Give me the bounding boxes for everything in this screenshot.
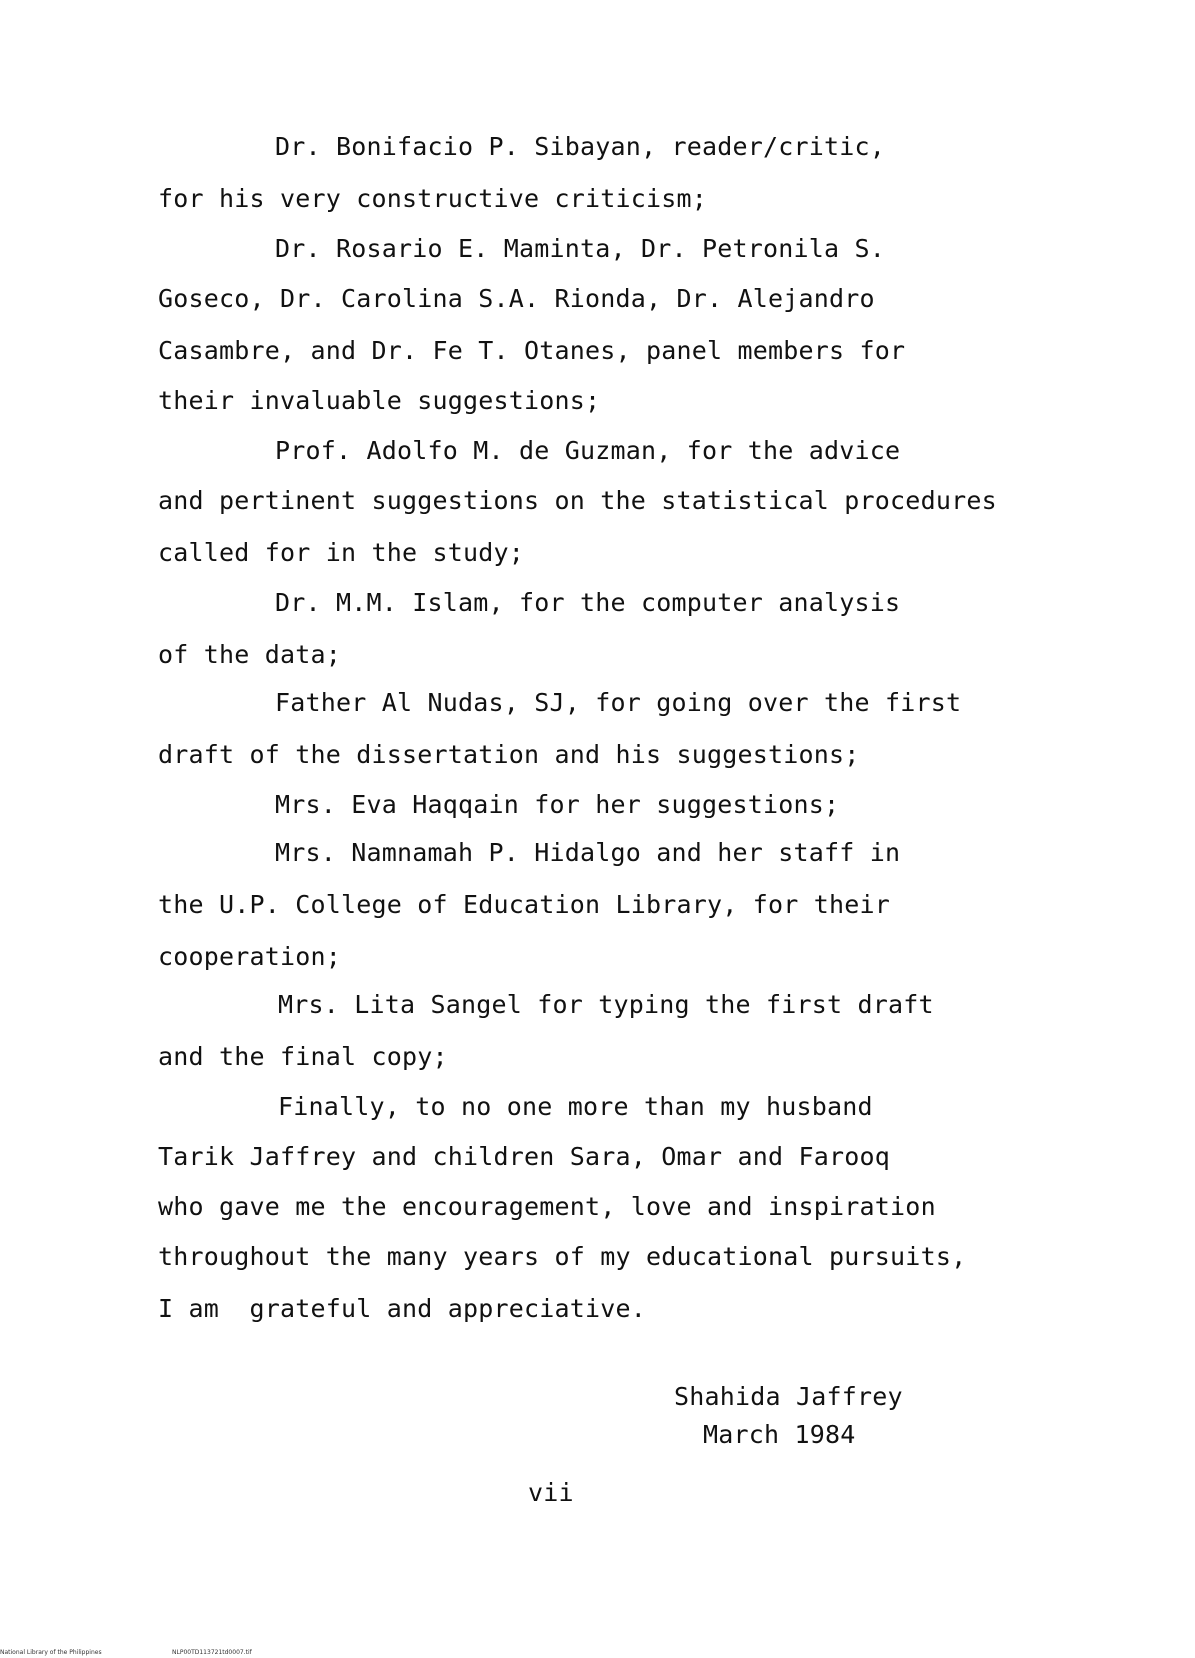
text-line: for his very constructive criticism; [158,184,708,213]
footer-library: National Library of the Philippines [0,1649,102,1656]
text-line: Prof. Adolfo M. de Guzman, for the advice [275,436,901,465]
text-line: and pertinent suggestions on the statistical procedures [158,486,997,515]
text-line: Mrs. Eva Haqqain for her suggestions; [275,790,840,819]
text-line: Dr. Rosario E. Maminta, Dr. Petronila S. [275,234,886,263]
text-line: Tarik Jaffrey and children Sara, Omar and Farooq [158,1142,891,1171]
text-line: Mrs. Namnamah P. Hidalgo and her staff in [275,838,901,867]
text-line: Finally, to no one more than my husband [278,1092,873,1121]
text-line: Father Al Nudas, SJ, for going over the first [275,688,962,717]
page-number: vii [528,1478,574,1507]
signature-date: March 1984 [703,1420,856,1449]
text-line: Dr. Bonifacio P. Sibayan, reader/critic, [275,132,886,161]
text-line: Casambre, and Dr. Fe T. Otanes, panel members for [158,336,906,365]
text-line: the U.P. College of Education Library, for their [158,890,891,919]
text-line: Goseco, Dr. Carolina S.A. Rionda, Dr. Alejandro [158,284,875,313]
text-line: throughout the many years of my educational pursuits, [158,1242,967,1271]
text-line: cooperation; [158,942,342,971]
text-line: their invaluable suggestions; [158,386,601,415]
footer-file-id: NLP00TD113721td0007.tif [172,1649,252,1656]
text-line: Mrs. Lita Sangel for typing the first draft [278,990,934,1019]
text-line: of the data; [158,640,342,669]
text-line: I am grateful and appreciative. [158,1294,647,1323]
text-line: called for in the study; [158,538,525,567]
text-line: draft of the dissertation and his suggestions; [158,740,860,769]
text-line: who gave me the encouragement, love and inspiration [158,1192,936,1221]
text-line: and the final copy; [158,1042,448,1071]
signature-name: Shahida Jaffrey [674,1382,903,1411]
text-line: Dr. M.M. Islam, for the computer analysis [275,588,901,617]
